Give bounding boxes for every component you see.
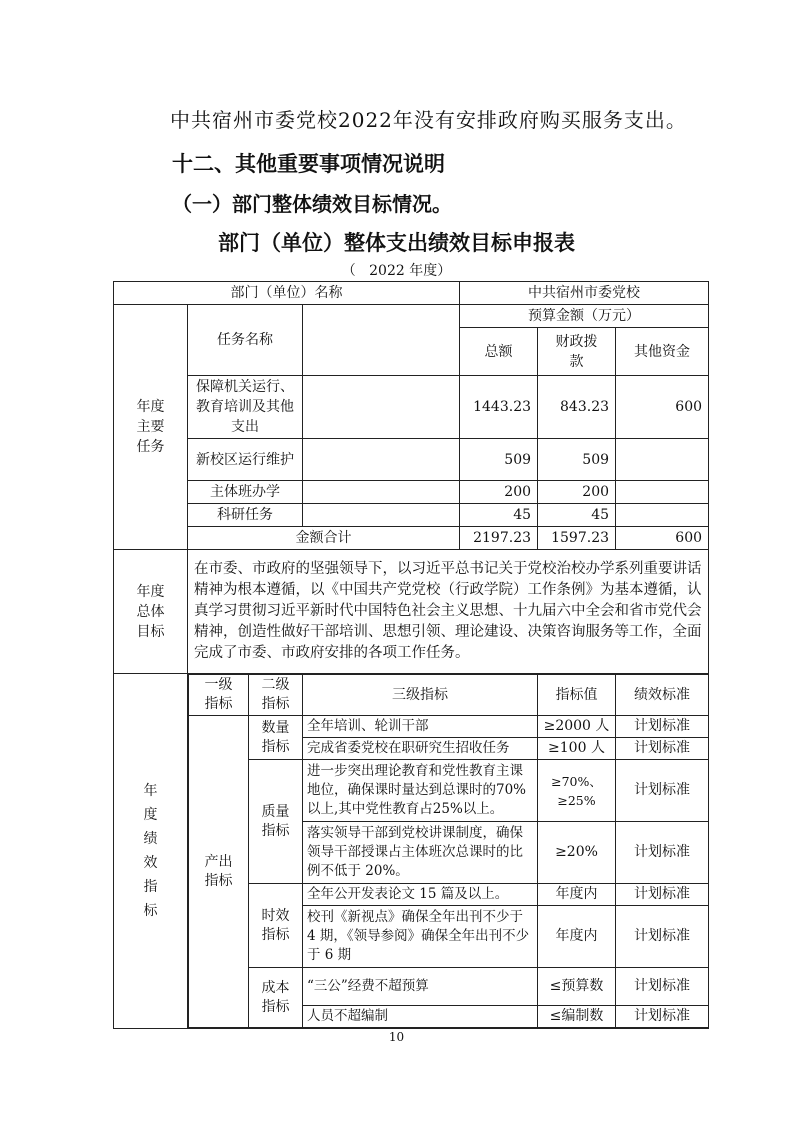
indicator-standard: 计划标准 [616, 968, 709, 1006]
value-header: 指标值 [538, 675, 616, 716]
task-total: 200 [460, 481, 538, 504]
task-row [114, 504, 709, 527]
indicator-value: ≥100 人 [538, 738, 616, 760]
level2-header: 二级指标 [249, 675, 303, 716]
indicator-text: “三公”经费不超预算 [303, 968, 538, 1006]
indicator-value: ≥70%、≥25% [538, 760, 616, 822]
indicator-value: ≥2000 人 [538, 716, 616, 738]
quality-label: 质量指标 [249, 760, 303, 884]
task-name: 保障机关运行、教育培训及其他支出 [188, 376, 303, 439]
task-name: 新校区运行维护 [188, 439, 303, 481]
indicator-standard: 计划标准 [616, 822, 709, 884]
section-heading: 十二、其他重要事项情况说明 [172, 152, 445, 176]
task-fiscal: 843.23 [538, 376, 616, 439]
indicator-value: ≥20% [538, 822, 616, 884]
indicator-standard: 计划标准 [616, 906, 709, 968]
task-blank [303, 504, 460, 527]
task-total: 509 [460, 439, 538, 481]
sum-label: 金额合计 [188, 527, 460, 550]
indicator-standard: 计划标准 [616, 760, 709, 822]
indicator-text: 人员不超编制 [303, 1006, 538, 1028]
indicator-table [188, 674, 709, 1028]
sum-other: 600 [616, 527, 709, 550]
indicator-text: 校刊《新视点》确保全年出刊不少于 4 期，《领导参阅》确保全年出刊不少于 6 期 [303, 906, 538, 968]
level1-header: 一级指标 [189, 675, 249, 716]
col-total: 总额 [460, 328, 538, 376]
task-fiscal: 200 [538, 481, 616, 504]
table-title: 部门（单位）整体支出绩效目标申报表 [218, 231, 575, 255]
task-blank [303, 376, 460, 439]
task-fiscal: 509 [538, 439, 616, 481]
sum-fiscal: 1597.23 [538, 527, 616, 550]
intro-line: 中共宿州市委党校2022年没有安排政府购买服务支出。 [170, 108, 687, 132]
task-row [114, 439, 709, 481]
output-label: 产出指标 [189, 716, 249, 1028]
task-other [616, 439, 709, 481]
quantity-label: 数量指标 [249, 716, 303, 760]
indicator-text: 全年培训、轮训干部 [303, 716, 538, 738]
indicator-text: 落实领导干部到党校讲课制度，确保领导干部授课占主体班次总课时的比例不低于 20%。 [303, 822, 538, 884]
indicator-standard: 计划标准 [616, 738, 709, 760]
task-name-blank [303, 305, 460, 376]
indicator-value: 年度内 [538, 884, 616, 906]
level3-header: 三级指标 [303, 675, 538, 716]
task-name: 主体班办学 [188, 481, 303, 504]
indicator-value: ≤编制数 [538, 1006, 616, 1028]
task-blank [303, 439, 460, 481]
task-name: 科研任务 [188, 504, 303, 527]
cost-label: 成本指标 [249, 968, 303, 1028]
task-other [616, 504, 709, 527]
indicator-standard: 计划标准 [616, 1006, 709, 1028]
indicator-text: 完成省委党校在职研究生招收任务 [303, 738, 538, 760]
dept-label: 部门（单位）名称 [114, 282, 460, 305]
page-number: 10 [388, 1030, 405, 1044]
overall-goal-label: 年度总体目标 [114, 550, 188, 674]
overall-goal-text: 在市委、市政府的坚强领导下，以习近平总书记关于党校治校办学系列重要讲话精神为根本遵循，以《中国共产党党校（行政学院）工作条例》为基本遵循，认真学习贯彻习近平新时代中国特色社会主义思想、十九届六中全会和省市党代会精神，创造性做好干部培训、思想引领、理论建设、决策咨询服务等工作，全面完成了市委、市政府安排的各项工作任务。 [188, 550, 709, 674]
indicator-value: ≤预算数 [538, 968, 616, 1006]
subsection-heading: （一）部门整体绩效目标情况。 [172, 192, 452, 216]
col-other: 其他资金 [616, 328, 709, 376]
indicator-standard: 计划标准 [616, 884, 709, 906]
task-other [616, 481, 709, 504]
task-name-label: 任务名称 [188, 305, 303, 376]
indicator-block [188, 674, 709, 1029]
task-total: 45 [460, 504, 538, 527]
task-fiscal: 45 [538, 504, 616, 527]
indicator-text: 进一步突出理论教育和党性教育主课地位，确保课时量达到总课时的70%以上,其中党性教育占25%以上。 [303, 760, 538, 822]
indicator-standard: 计划标准 [616, 716, 709, 738]
dept-name: 中共宿州市委党校 [460, 282, 709, 305]
col-fiscal: 财政拨款 [538, 328, 616, 376]
indicator-text: 全年公开发表论文 15 篇及以上。 [303, 884, 538, 906]
budget-label: 预算金额（万元） [460, 305, 709, 328]
task-other: 600 [616, 376, 709, 439]
task-row [114, 376, 709, 439]
task-row [114, 481, 709, 504]
standard-header: 绩效标准 [616, 675, 709, 716]
timeliness-label: 时效指标 [249, 884, 303, 968]
task-blank [303, 481, 460, 504]
table-year: （ 2022 年度） [341, 263, 452, 279]
indicator-value: 年度内 [538, 906, 616, 968]
task-total: 1443.23 [460, 376, 538, 439]
annual-tasks-label: 年度主要任务 [114, 305, 188, 550]
sum-total: 2197.23 [460, 527, 538, 550]
performance-table [113, 281, 709, 1029]
perf-label: 年度绩效指标 [114, 674, 188, 1029]
